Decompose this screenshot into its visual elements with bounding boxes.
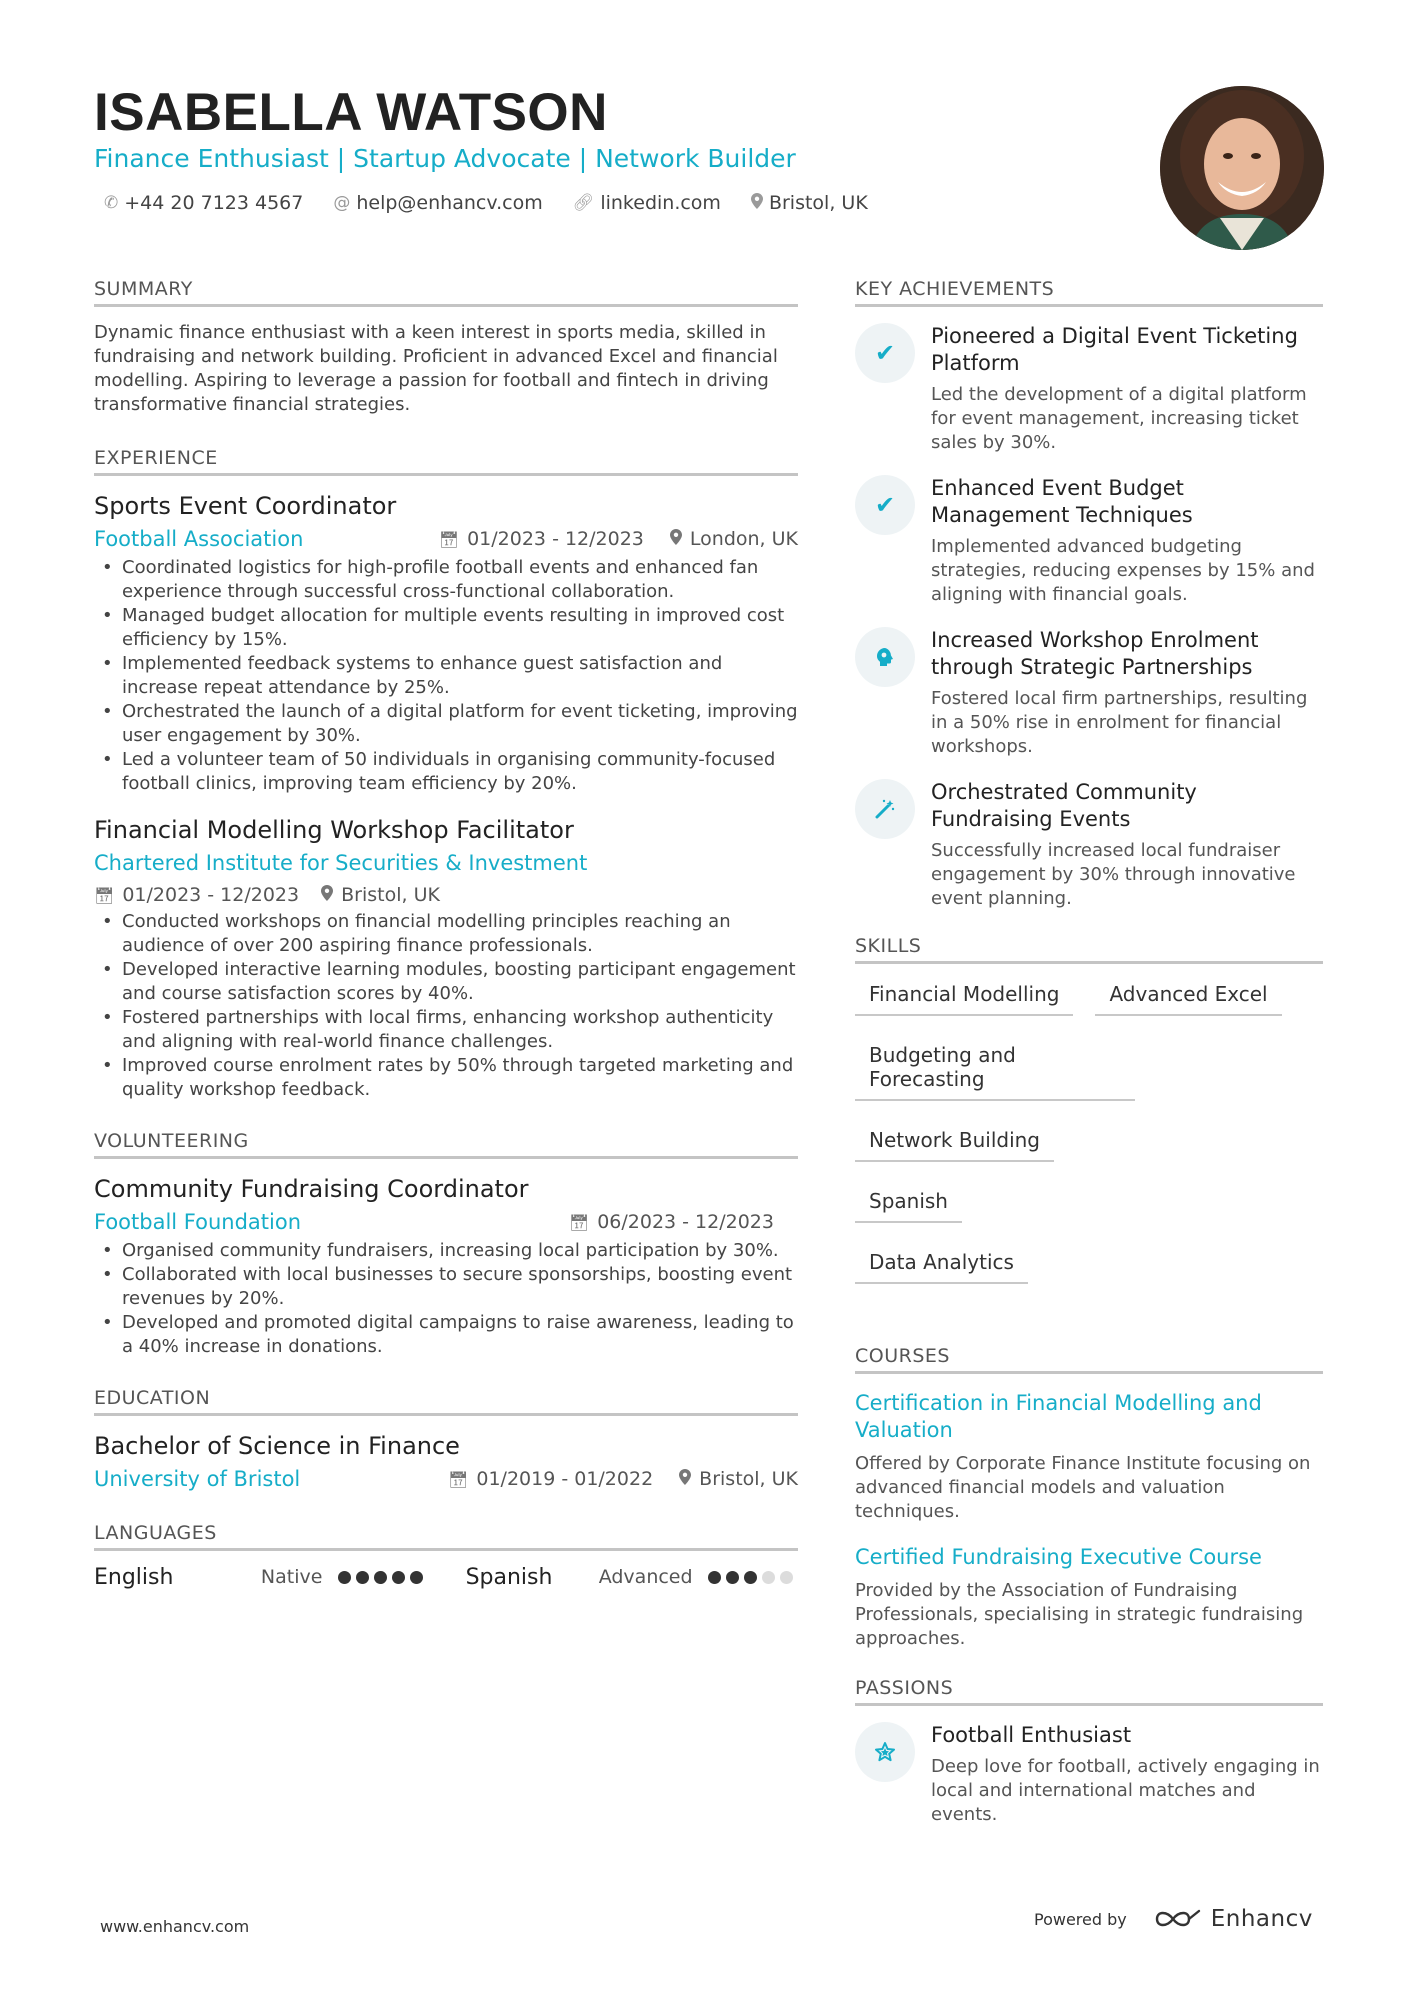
courses-section — [855, 1345, 1323, 1651]
location-icon — [679, 1469, 691, 1489]
at-icon: @ — [333, 193, 351, 213]
achievement-desc: Implemented advanced budgeting strategies, reducing expenses by 15% and aligning with financial goals. — [931, 536, 1315, 605]
skill-tag: Budgeting and Forecasting — [855, 1037, 1135, 1101]
star-icon — [855, 1722, 915, 1782]
summary-text: Dynamic finance enthusiast with a keen interest in sports media, skilled in fundraising and network building. Proficient in advanced Excel and financial modelling. Aspiring to leverage a passion for football and fintech in driving transformative financial strategies. — [94, 322, 778, 415]
proficiency-dot-filled — [374, 1571, 387, 1584]
education-section — [94, 1387, 798, 1496]
proficiency-dot-empty — [762, 1571, 775, 1584]
achievement-item — [855, 779, 1323, 911]
skill-tag: Advanced Excel — [1095, 976, 1281, 1016]
job-dates: 01/2023 - 12/2023 — [467, 528, 644, 550]
job-meta — [94, 522, 798, 556]
achievement-title: Pioneered a Digital Event Ticketing Platform — [931, 324, 1298, 375]
languages-row — [94, 1559, 798, 1595]
linkedin-text[interactable]: linkedin.com — [600, 192, 721, 214]
job-bullets — [94, 556, 798, 796]
achievements-section — [855, 278, 1323, 911]
email-text[interactable]: help@enhancv.com — [356, 192, 543, 214]
passion-item — [855, 1722, 1323, 1827]
contact-location — [751, 192, 868, 214]
language-name: English — [94, 1564, 174, 1590]
proficiency-dot-filled — [338, 1571, 351, 1584]
job-entry — [94, 490, 798, 796]
school-name: University of Bristol — [94, 1467, 301, 1491]
volunteer-title: Community Fundraising Coordinator — [94, 1175, 529, 1203]
volunteering-section — [94, 1130, 798, 1359]
skills-section — [855, 935, 1323, 1305]
education-meta — [94, 1462, 798, 1496]
education-dates: 01/2019 - 01/2022 — [476, 1468, 654, 1490]
tagline: Finance Enthusiast | Startup Advocate | Network Builder — [94, 144, 796, 173]
achievements-heading: KEY ACHIEVEMENTS — [855, 278, 1323, 307]
achievement-desc: Led the development of a digital platform for event management, increasing ticket sales by 30%. — [931, 384, 1307, 453]
proficiency-dot-filled — [410, 1571, 423, 1584]
calendar-icon: 📅︎ — [438, 529, 460, 549]
job-title: Financial Modelling Workshop Facilitator — [94, 816, 574, 844]
check-icon: ✔ — [855, 323, 915, 383]
magic-wand-icon — [855, 779, 915, 839]
bullet-item: • Organised community fundraisers, increasing local participation by 30%. — [122, 1239, 798, 1263]
brain-icon — [855, 627, 915, 687]
job-location: Bristol, UK — [341, 884, 440, 906]
summary-heading: SUMMARY — [94, 278, 798, 307]
contact-email[interactable] — [333, 192, 542, 214]
education-details — [448, 1468, 798, 1490]
achievement-item — [855, 627, 1323, 759]
summary-section — [94, 278, 798, 417]
bullet-item: • Developed and promoted digital campaigns to raise awareness, leading to a 40% increase in donations. — [122, 1311, 798, 1359]
volunteer-org: Football Foundation — [94, 1210, 302, 1234]
contact-bar — [104, 192, 898, 214]
location-icon — [751, 193, 763, 214]
course-desc: Offered by Corporate Finance Institute focusing on advanced financial models and valuation techniques. — [855, 1453, 1311, 1522]
skill-tag: Data Analytics — [855, 1244, 1028, 1284]
job-bullets — [94, 910, 798, 1102]
skill-tag: Financial Modelling — [855, 976, 1073, 1016]
achievement-title: Orchestrated Community Fundraising Events — [931, 780, 1197, 831]
education-heading: EDUCATION — [94, 1387, 798, 1416]
courses-heading: COURSES — [855, 1345, 1323, 1374]
volunteer-details — [569, 1211, 774, 1233]
volunteer-dates: 06/2023 - 12/2023 — [597, 1211, 774, 1233]
experience-section — [94, 447, 798, 1102]
skills-list — [855, 976, 1335, 1305]
job-details — [94, 880, 798, 910]
company-name: Football Association — [94, 527, 304, 551]
achievement-title: Enhanced Event Budget Management Techniques — [931, 476, 1193, 527]
bullet-item: • Fostered partnerships with local firms, enhancing workshop authenticity and aligning with real-world finance challenges. — [122, 1006, 798, 1054]
job-dates: 01/2023 - 12/2023 — [122, 884, 300, 906]
achievement-desc: Successfully increased local fundraiser engagement by 30% through innovative event planning. — [931, 840, 1296, 909]
proficiency-dot-empty — [780, 1571, 793, 1584]
bullet-item: • Collaborated with local businesses to secure sponsorships, boosting event revenues by 20%. — [122, 1263, 798, 1311]
enhancv-logo-icon — [1153, 1906, 1203, 1932]
languages-section — [94, 1522, 798, 1595]
skill-tag: Spanish — [855, 1183, 962, 1223]
volunteer-bullets — [94, 1239, 798, 1359]
course-title: Certified Fundraising Executive Course — [855, 1545, 1262, 1569]
achievement-title: Increased Workshop Enrolment through Strategic Partnerships — [931, 628, 1259, 679]
passion-desc: Deep love for football, actively engaging in local and international matches and events. — [931, 1756, 1320, 1825]
languages-heading: LANGUAGES — [94, 1522, 798, 1551]
language-level: Advanced — [598, 1566, 693, 1588]
passions-section — [855, 1677, 1323, 1827]
powered-by-label: Powered by — [1034, 1909, 1127, 1929]
experience-heading: EXPERIENCE — [94, 447, 798, 476]
passion-title: Football Enthusiast — [931, 1723, 1132, 1747]
brand-logo[interactable] — [1153, 1906, 1313, 1932]
proficiency-dot-filled — [744, 1571, 757, 1584]
calendar-icon: 📅︎ — [568, 1212, 590, 1232]
location-icon — [670, 529, 682, 549]
bullet-item: • Improved course enrolment rates by 50% through targeted marketing and quality workshop feedback. — [122, 1054, 798, 1102]
bullet-item: • Led a volunteer team of 50 individuals in organising community-focused football clinics, improving team efficiency by 20%. — [122, 748, 798, 796]
footer-website[interactable]: www.enhancv.com — [100, 1917, 250, 1936]
brand-name: Enhancv — [1210, 1906, 1313, 1932]
achievement-item — [855, 323, 1323, 455]
proficiency-dot-filled — [392, 1571, 405, 1584]
phone-icon: ✆ — [104, 193, 119, 213]
language-name: Spanish — [465, 1564, 553, 1590]
contact-phone — [104, 192, 303, 214]
language-level: Native — [260, 1566, 323, 1588]
job-details — [439, 528, 798, 550]
language-dots — [338, 1571, 465, 1584]
job-title: Sports Event Coordinator — [94, 492, 397, 520]
bullet-item: • Orchestrated the launch of a digital platform for event ticketing, improving user engagement by 30%. — [122, 700, 798, 748]
proficiency-dot-filled — [708, 1571, 721, 1584]
achievement-item — [855, 475, 1323, 607]
proficiency-dot-filled — [726, 1571, 739, 1584]
check-icon: ✔ — [855, 475, 915, 535]
right-column — [855, 278, 1323, 1847]
left-column — [94, 278, 798, 1595]
achievement-desc: Fostered local firm partnerships, resulting in a 50% rise in enrolment for financial workshops. — [931, 688, 1308, 757]
phone-text: +44 20 7123 4567 — [124, 192, 304, 214]
degree-title: Bachelor of Science in Finance — [94, 1432, 460, 1460]
profile-photo — [1160, 86, 1324, 250]
calendar-icon: 📅︎ — [448, 1469, 469, 1489]
bullet-item: • Conducted workshops on financial modelling principles reaching an audience of over 200 aspiring finance professionals. — [122, 910, 798, 958]
course-title: Certification in Financial Modelling and Valuation — [855, 1391, 1262, 1442]
volunteer-meta — [94, 1205, 798, 1239]
contact-linkedin[interactable] — [573, 192, 721, 214]
bullet-item: • Developed interactive learning modules, boosting participant engagement and course satisfaction scores by 40%. — [122, 958, 798, 1006]
bullet-item: • Coordinated logistics for high-profile football events and enhanced fan experience through successful cross-functional collaboration. — [122, 556, 798, 604]
proficiency-dot-filled — [356, 1571, 369, 1584]
job-location: London, UK — [689, 528, 798, 550]
education-location: Bristol, UK — [699, 1468, 798, 1490]
passions-heading: PASSIONS — [855, 1677, 1323, 1706]
skill-tag: Network Building — [855, 1122, 1054, 1162]
job-meta — [94, 846, 798, 880]
course-item — [855, 1544, 1323, 1651]
company-name: Chartered Institute for Securities & Investment — [94, 851, 588, 875]
calendar-icon: 📅︎ — [94, 885, 115, 905]
link-icon: 🔗︎ — [572, 193, 595, 213]
skills-heading: SKILLS — [855, 935, 1323, 964]
volunteering-heading: VOLUNTEERING — [94, 1130, 798, 1159]
candidate-name: ISABELLA WATSON — [94, 83, 608, 142]
course-desc: Provided by the Association of Fundraising Professionals, specialising in strategic fundraising approaches. — [855, 1580, 1304, 1649]
course-item — [855, 1390, 1323, 1524]
bullet-item: • Managed budget allocation for multiple events resulting in improved cost efficiency by 15%. — [122, 604, 798, 652]
job-entry — [94, 814, 798, 1102]
location-icon — [321, 885, 333, 905]
bullet-item: • Implemented feedback systems to enhance guest satisfaction and increase repeat attendance by 25%. — [122, 652, 798, 700]
footer-branding — [1034, 1906, 1313, 1932]
location-text: Bristol, UK — [768, 192, 868, 214]
language-dots — [708, 1571, 798, 1584]
